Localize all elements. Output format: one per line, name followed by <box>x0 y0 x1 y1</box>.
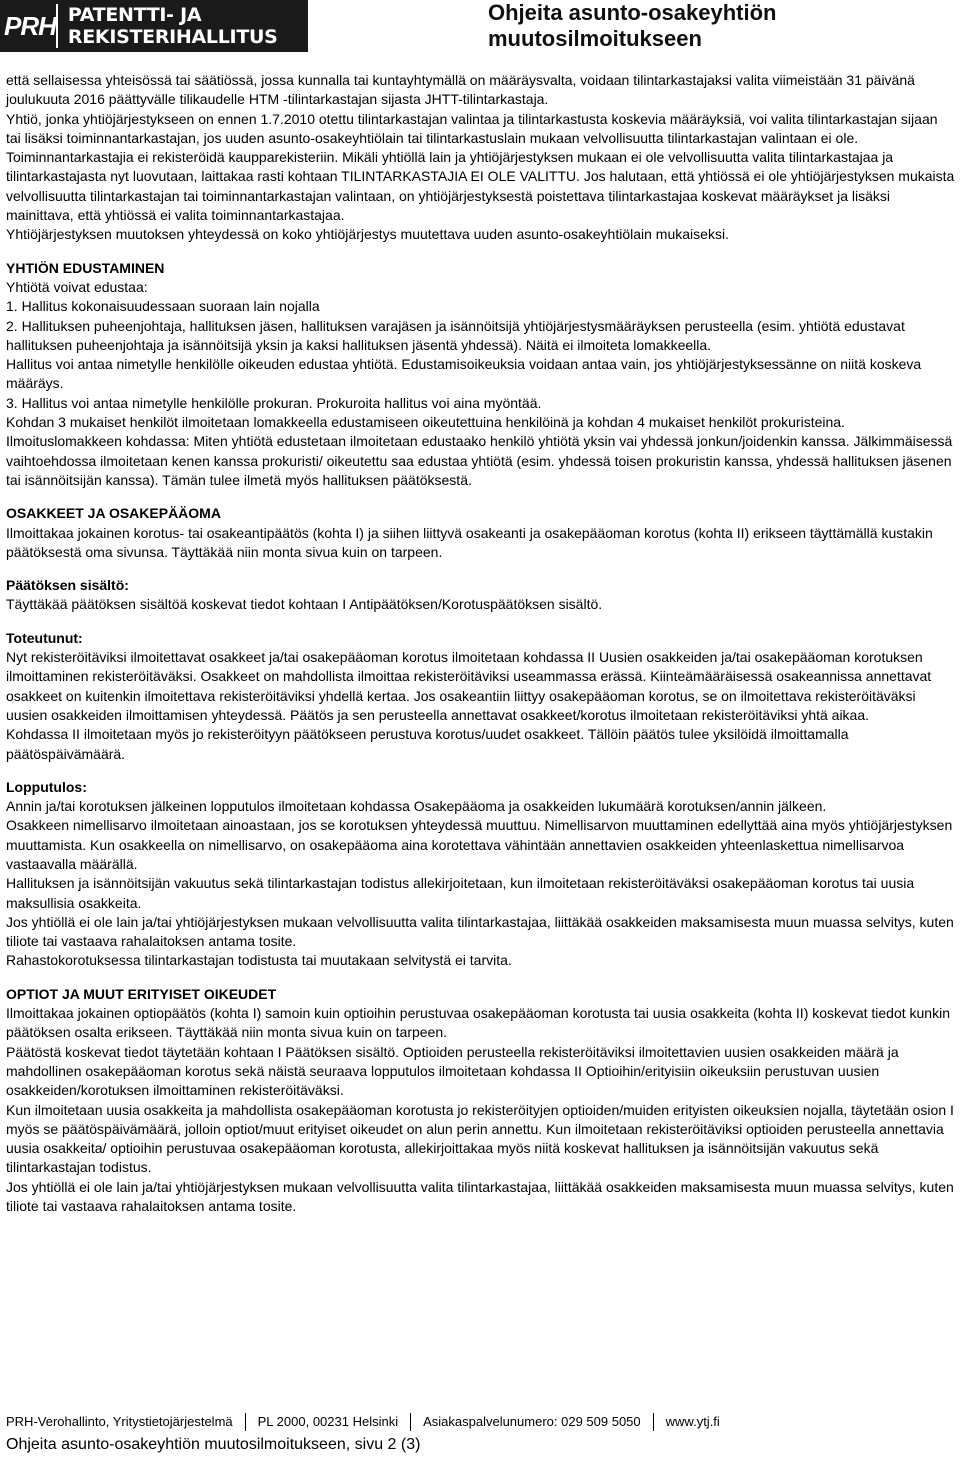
prh-logo-text: PATENTTI- JA REKISTERIHALLITUS <box>67 4 278 48</box>
document-title <box>488 0 958 52</box>
paragraph: Nyt rekisteröitäviksi ilmoitettavat osakkeet ja/tai osakepääoman korotus ilmoitetaan kohdassa II Uusien osakkeiden ja/tai osakepääoman korotuksen ilmoittaminen rekisteröitäväksi. Osakkeet on mahdollista ilmoittaa rekisteröitäviksi useammassa erässä. Kiinteämääräisessä osakeannissa annettavat osakkeet on kuitenkin ilmoitettava rekisteröitäviksi yhdellä kertaa. Jos osakeantiin liittyy osakepääoman korotus, se on ilmoitettava rekisteröitäväksi uusien osakkeiden ilmoittamisen yhteydessä. Päätös ja sen perusteella annettavat osakkeet/korotus ilmoitetaan rekisteröitäviksi yhtä aikaa. <box>6 649 932 723</box>
paragraph: Täyttäkää päätöksen sisältöä koskevat tiedot kohtaan I Antipäätöksen/Korotuspäätöksen sisältö. <box>6 596 603 613</box>
paragraph: Annin ja/tai korotuksen jälkeinen lopputulos ilmoitetaan kohdassa Osakepääoma ja osakkeiden lukumäärä korotuksen/annin jälkeen. <box>6 798 827 815</box>
document-body <box>6 71 956 1216</box>
paragraph: Jos yhtiöllä ei ole lain ja/tai yhtiöjärjestyksen mukaan velvollisuutta valita tilintarkastajaa, liittäkää osakkeiden maksamisesta muun muassa selvitys, kuten tiliote tai vastaava rahalaitoksen antama tosite. <box>6 1178 954 1215</box>
paragraph: Ilmoituslomakkeen kohdassa: Miten yhtiötä edustetaan ilmoitetaan edustaako henkilö yhtiötä yksin vai yhdessä jonkun/joidenkin kanssa. Jälkimmäisessä vaihtoehdossa ilmoitetaan kenen kanssa prokuristi/ oikeutettu saa edustaa yhtiötä (esim. yhdessä toisen prokuristin kanssa, yhdessä hallituksen jäsenen tai isännöitsijän kanssa). Tämän tulee ilmetä myös hallituksen päätöksestä. <box>6 433 953 488</box>
paragraph: 2. Hallituksen puheenjohtaja, hallituksen jäsen, hallituksen varajäsen ja isännöitsijä yhtiöjärjestysmääräyksen perusteella (esim. yhtiötä edustavat hallituksen puheenjohtaja ja isännöitsijä yksin ja kaksi hallituksen jäsentä yhdessä). Näitä ei ilmoiteta lomakkeella. <box>6 317 905 353</box>
page-header <box>0 0 960 58</box>
footer-page-number: Ohjeita asunto-osakeyhtiön muutosilmoitukseen, sivu 2 (3) <box>6 1436 421 1453</box>
paragraph: Yhtiö, jonka yhtiöjärjestykseen on ennen 1.7.2010 otettu tilintarkastajan valintaa ja tilintarkastusta koskevia määräyksiä, voi valita tilintarkastajan sijaan tai lisäksi toiminnantarkastajan, jos uuden asunto-osakeyhtiölain tai tilintarkastuslain mukaan velvollisuutta tilintarkastajan valintaan ei ole. <box>6 110 938 146</box>
section-heading: YHTIÖN EDUSTAMINEN <box>6 259 165 276</box>
paragraph: Yhtiötä voivat edustaa: <box>6 278 148 295</box>
paragraph: Päätöstä koskevat tiedot täytetään kohtaan I Päätöksen sisältö. Optioiden perusteella rekisteröitäviksi ilmoitettavien uusien osakkeiden määrä ja mahdollinen osakepääoman korotus sekä näistä seuraava lopputulos ilmoitetaan kohdassa II Optioihin/erityisiin oikeuksiin perustuvan uusien osakkeiden/korotuksen ilmoittaminen rekisteröitäväksi. <box>6 1043 899 1099</box>
paragraph: Ilmoittakaa jokainen korotus- tai osakeantipäätös (kohta I) ja siihen liittyvä osakeanti ja osakepääoman korotus (kohta II) erikseen täyttämällä kustakin päätöksestä oma sivunsa. Täyttäkää niin monta sivua kuin on tarpeen. <box>6 524 933 560</box>
paragraph: Yhtiöjärjestyksen muutoksen yhteydessä on koko yhtiöjärjestys muutettava uuden asunto-osakeyhtiölain mukaiseksi. <box>6 226 729 243</box>
page-footer <box>6 1413 956 1456</box>
footer-website[interactable]: www.ytj.fi <box>665 1414 720 1429</box>
paragraph: Kohdassa II ilmoitetaan myös jo rekisteröityyn päätökseen perustuva korotus/uudet osakkeet. Tällöin päätös tulee yksilöidä ilmoittamalla päätöspäivämäärä. <box>6 726 849 762</box>
paragraph: Rahastokorotuksessa tilintarkastajan todistusta tai muutakaan selvitystä ei tarvita. <box>6 952 512 969</box>
section-heading: OPTIOT JA MUUT ERITYISET OIKEUDET <box>6 985 277 1002</box>
footer-organization: PRH-Verohallinto, Yritystietojärjestelmä <box>6 1413 246 1431</box>
paragraph: Ilmoittakaa jokainen optiopäätös (kohta I) samoin kuin optioihin perustuvaa osakepääoman korotusta tai uusia osakkeita (kohta II) koskevat tiedot kunkin päätöksen osalta erikseen. Täyttäkää niin monta sivua kuin on tarpeen. <box>6 1005 950 1041</box>
paragraph: Jos yhtiöllä ei ole lain ja/tai yhtiöjärjestyksen mukaan velvollisuutta valita tilintarkastajaa, liittäkää osakkeiden maksamisesta muun muassa selvitys, kuten tiliote tai vastaava rahalaitoksen antama tosite. <box>6 913 954 950</box>
footer-address: PL 2000, 00231 Helsinki <box>258 1413 411 1431</box>
paragraph: Hallitus voi antaa nimetylle henkilölle oikeuden edustaa yhtiötä. Edustamisoikeuksia voidaan antaa vain, jos yhtiöjärjestyksessänne on niitä koskeva määräys. <box>6 356 922 392</box>
section-heading: Toteutunut: <box>6 629 83 646</box>
paragraph: Kun ilmoitetaan uusia osakkeita ja mahdollista osakepääoman korotusta jo rekisteröityjen optioiden/muiden erityisten oikeuksien nojalla, täytetään osion I myös se päätöspäivämäärä, jolloin optiot/muut erityiset oikeudet on alun perin annettu. Kun ilmoitetaan rekisteröitäviksi optioiden perusteella annettavia uusia osakkeita/ optioihin perustuvaa osakepääoman korotusta, allekirjoittakaa myös niitä koskevat hallituksen ja isännöitsijän vakuutus sekä tilintarkastajan todistus. <box>6 1101 954 1176</box>
paragraph: että sellaisessa yhteisössä tai säätiössä, jossa kunnalla tai kuntayhtymällä on määräysvalta, voidaan tilintarkastajaksi valita viimeistään 31 päivänä joulukuuta 2016 päättyvälle tilikaudelle HTM -tilintarkastajan sijasta JHTT-tilintarkastaja. <box>6 72 915 108</box>
document-title-line-1: Ohjeita asunto-osakeyhtiön <box>488 0 777 25</box>
paragraph: 3. Hallitus voi antaa nimetylle henkilölle prokuran. Prokuroita hallitus voi aina myöntää. <box>6 394 542 411</box>
paragraph: 1. Hallitus kokonaisuudessaan suoraan lain nojalla <box>6 298 320 315</box>
paragraph: Hallituksen ja isännöitsijän vakuutus sekä tilintarkastajan todistus allekirjoitetaan, kun ilmoitetaan rekisteröitäväksi osakepääoman korotus tai uusia maksullisia osakkeita. <box>6 875 915 911</box>
paragraph: Osakkeen nimellisarvo ilmoitetaan ainoastaan, jos se korotuksen yhteydessä muuttuu. Nimellisarvon muuttaminen edellyttää aina myös yhtiöjärjestyksen muuttamista. Kun osakkeella on nimellisarvo, on osakepääoma aina korotettava vähintään annettavien osakkeiden yhteenlaskettua nimellisarvoa vastaavalla määrällä. <box>6 817 953 872</box>
paragraph: Kohdan 3 mukaiset henkilöt ilmoitetaan lomakkeella edustamiseen oikeutettuina henkilöinä ja kohdan 4 mukaiset henkilöt prokuristeina. <box>6 414 845 431</box>
footer-contact-row <box>6 1413 956 1431</box>
document-title-line-2: muutosilmoitukseen <box>488 26 702 51</box>
section-heading: Päätöksen sisältö: <box>6 577 129 594</box>
prh-logo <box>0 0 308 52</box>
paragraph: Toiminnantarkastajia ei rekisteröidä kaupparekisteriin. Mikäli yhtiöllä lain ja yhtiöjärjestyksen mukaan ei ole velvollisuutta valita tilintarkastajaa ja tilintarkastajasta nyt luovutaan, laittakaa rasti kohtaan TILINTARKASTAJIA EI OLE VALITTU. Jos halutaan, että yhtiössä ei ole yhtiöjärjestyksen mukaista velvollisuutta tilintarkastajan tai toiminnantarkastajan valintaan, on yhtiöjärjestyksestä poistettava tilintarkastajaa koskevat määräykset ja lisäksi mainittava, että yhtiössä ei valita toiminnantarkastajaa. <box>6 149 955 224</box>
section-heading: Lopputulos: <box>6 778 87 795</box>
prh-logo-mark: PRH <box>4 4 58 48</box>
section-heading: OSAKKEET JA OSAKEPÄÄOMA <box>6 505 221 522</box>
footer-phone: Asiakaspalvelunumero: 029 509 5050 <box>423 1413 654 1431</box>
